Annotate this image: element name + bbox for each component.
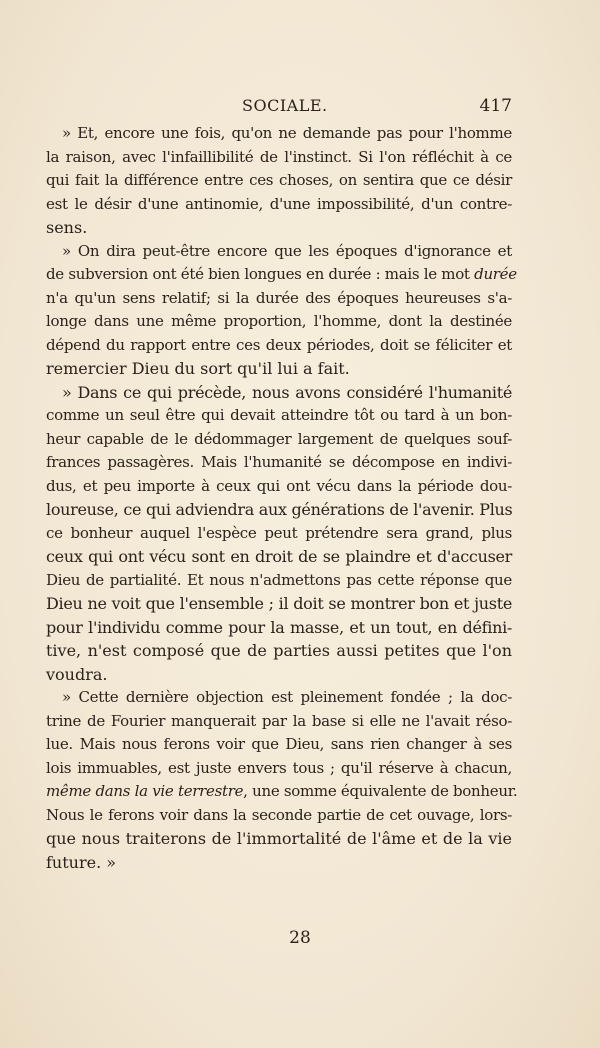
text-line: n'a qu'un sens relatif; si la durée des époques heureuses s'a- — [46, 288, 512, 307]
italic-phrase: même dans la vie terrestre — [46, 782, 244, 800]
paragraph-2 — [46, 240, 517, 381]
running-title: SOCIALE. — [242, 96, 328, 115]
text-line: lois immuables, est juste envers tous ; qu'il réserve à chacun, — [46, 758, 512, 777]
page-header — [46, 96, 512, 120]
text-line: voudra. — [46, 664, 108, 684]
text-segment: , une somme équivalente de bonheur. — [243, 782, 518, 800]
paragraph-3 — [46, 381, 512, 687]
text-line — [46, 780, 518, 804]
text-line: » Cette dernière objection est pleinement fondée ; la doc- — [62, 688, 512, 706]
text-line: trine de Fourier manquerait par la base si elle ne l'avait réso- — [46, 711, 512, 730]
text-line: remercier Dieu du sort qu'il lui a fait. — [46, 359, 350, 378]
text-line: dus, et peu importe à ceux qui ont vécu dans la période dou- — [46, 476, 512, 495]
text-segment: de subversion ont été bien longues en durée : mais le mot — [46, 265, 470, 283]
text-line: » On dira peut-être encore que les époques d'ignorance et — [62, 241, 512, 260]
text-line: » Dans ce qui précède, nous avons considéré l'humanité — [62, 382, 512, 402]
text-line: lue. Mais nous ferons voir que Dieu, sans rien changer à ses — [46, 735, 512, 753]
text-line: heur capable de le dédommager largement de quelques souf- — [46, 429, 512, 448]
text-line: Dieu ne voit que l'ensemble ; il doit se montrer bon et juste — [46, 594, 512, 613]
text-line: ce bonheur auquel l'espèce peut prétendre sera grand, plus — [46, 523, 512, 542]
text-line: tive, n'est composé que de parties aussi petites que l'on — [46, 641, 512, 660]
text-line: longe dans une même proportion, l'homme, dont la destinée — [46, 312, 512, 330]
text-line: dépend du rapport entre ces deux périodes, doit se féliciter et — [46, 335, 512, 354]
paragraph-4 — [46, 686, 518, 874]
text-line: Dieu de partialité. Et nous n'admettons pas cette réponse que — [46, 570, 512, 589]
text-line: la raison, avec l'infaillibilité de l'instinct. Si l'on réfléchit à ce — [46, 147, 512, 166]
text-line: ceux qui ont vécu sont en droit de se plaindre et d'accuser — [46, 547, 512, 566]
page-number: 417 — [479, 96, 512, 116]
text-line: est le désir d'une antinomie, d'une impossibilité, d'un contre- — [46, 194, 512, 213]
page-body — [46, 122, 518, 874]
text-line — [46, 263, 517, 287]
italic-word: durée — [474, 265, 517, 283]
text-line: que nous traiterons de l'immortalité de l'âme et de la vie — [46, 829, 512, 848]
text-line: loureuse, ce qui adviendra aux générations de l'avenir. Plus — [46, 500, 513, 519]
text-line: future. » — [46, 852, 117, 872]
text-line: pour l'individu comme pour la masse, et un tout, en défini- — [46, 617, 512, 637]
text-line: sens. — [46, 218, 88, 237]
text-line: qui fait la différence entre ces choses, on sentira que ce désir — [46, 171, 512, 189]
text-line: comme un seul être qui devait atteindre tôt ou tard à un bon- — [46, 406, 512, 424]
text-line: frances passagères. Mais l'humanité se décompose en indivi- — [46, 453, 512, 471]
text-line: » Et, encore une fois, qu'on ne demande pas pour l'homme — [62, 124, 512, 142]
paragraph-1 — [46, 122, 512, 240]
signature-mark: 28 — [289, 928, 311, 948]
text-line: Nous le ferons voir dans la seconde partie de cet ouvage, lors- — [46, 805, 512, 824]
